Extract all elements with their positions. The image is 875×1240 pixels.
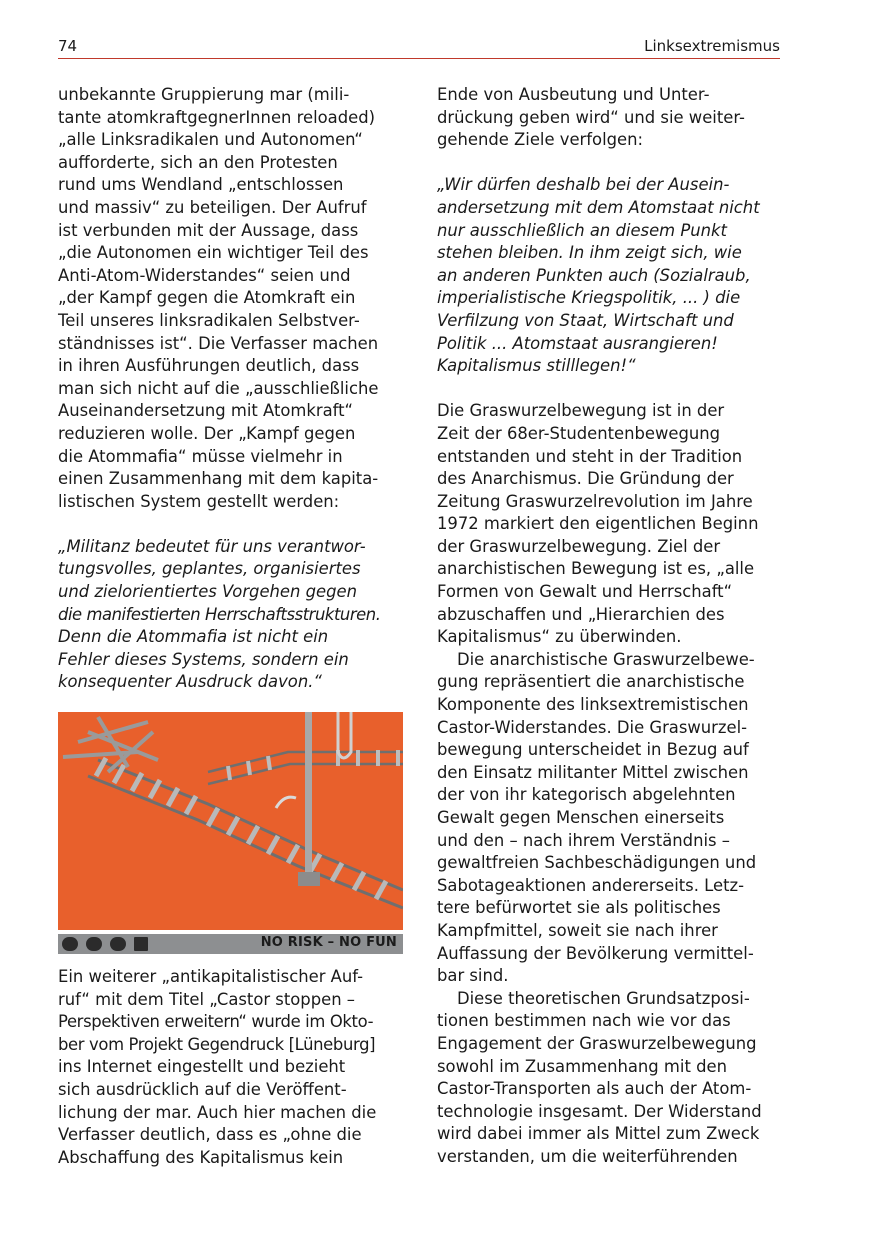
quote-line: die manifestierten Herrschaftsstrukturen. [58, 604, 381, 624]
text-line: einen Zusammenhang mit dem kapita- [58, 469, 379, 489]
flag-emblem-icon [134, 937, 148, 951]
text-line: ber vom Projekt Gegendruck [Lüneburg] [58, 1034, 376, 1054]
quote-line: andersetzung mit dem Atomstaat nicht [437, 197, 760, 217]
text-line: Formen von Gewalt und Herrschaft“ [437, 582, 733, 602]
text-line: Castor-Transporten als auch der Atom- [437, 1079, 752, 1099]
text-line: abzuschaffen und „Hierarchien des [437, 604, 725, 624]
text-line: die Atommafia“ müsse vielmehr in [58, 446, 343, 466]
text-line: tionen bestimmen nach wie vor das [437, 1011, 731, 1031]
running-head: Linksextremismus [644, 37, 780, 55]
text-line: wird dabei immer als Mittel zum Zweck [437, 1124, 760, 1144]
left-column-lower [58, 966, 403, 1169]
star-emblem-icon [86, 937, 102, 951]
emblem-icon [62, 937, 78, 951]
text-line: aufforderte, sich an den Protesten [58, 152, 338, 172]
text-line: bewegung unterscheidet in Bezug auf [437, 740, 749, 760]
text-line: Sabotageaktionen andererseits. Letz- [437, 875, 745, 895]
poster-footer-band [58, 930, 403, 954]
text-line: Castor-Widerstandes. Die Graswurzel- [437, 717, 748, 737]
poster-image [58, 712, 403, 954]
quote-line: und zielorientiertes Vorgehen gegen [58, 582, 357, 602]
text-line: Engagement der Graswurzelbewegung [437, 1033, 757, 1053]
block-quote [58, 536, 403, 694]
text-line: Zeit der 68er-Studentenbewegung [437, 423, 721, 443]
broken-railway-illustration [58, 712, 403, 930]
text-line: gung repräsentiert die anarchistische [437, 672, 745, 692]
right-column [437, 84, 782, 1169]
poster-slogan: NO RISK – NO FUN [260, 935, 397, 950]
text-line: listischen System gestellt werden: [58, 491, 340, 511]
quote-line: an anderen Punkten auch (Sozialraub, [437, 265, 751, 285]
block-quote [437, 174, 782, 377]
text-line: Zeitung Graswurzelrevolution im Jahre [437, 491, 753, 511]
text-line: Anti-Atom-Widerstandes“ seien und [58, 265, 351, 285]
body-paragraph [58, 84, 403, 513]
text-line: ruf“ mit dem Titel „Castor stoppen – [58, 989, 355, 1009]
text-line: man sich nicht auf die „ausschließliche [58, 378, 379, 398]
text-line: „der Kampf gegen die Atomkraft ein [58, 288, 356, 308]
quote-line: Verfilzung von Staat, Wirtschaft und [437, 310, 734, 330]
text-line: den Einsatz militanter Mittel zwischen [437, 762, 749, 782]
text-line: in ihren Ausführungen deutlich, dass [58, 356, 360, 376]
poster-logos [62, 936, 148, 952]
quote-line: „Wir dürfen deshalb bei der Ausein- [437, 175, 730, 195]
text-line: sich ausdrücklich auf die Veröffent- [58, 1079, 347, 1099]
text-line: Diese theoretischen Grundsatzposi- [457, 988, 750, 1008]
text-line: reduzieren wolle. Der „Kampf gegen [58, 423, 356, 443]
body-paragraph [437, 649, 782, 988]
text-line: ins Internet eingestellt und bezieht [58, 1057, 346, 1077]
quote-line: Kapitalismus stilllegen!“ [437, 356, 636, 376]
text-line: ist verbunden mit der Aussage, dass [58, 220, 359, 240]
quote-line: Fehler dieses Systems, sondern ein [58, 649, 349, 669]
text-line: sowohl im Zusammenhang mit den [437, 1056, 727, 1076]
text-line: unbekannte Gruppierung mar (mili- [58, 85, 350, 104]
text-line: Teil unseres linksradikalen Selbstver- [58, 310, 360, 330]
text-line: Die Graswurzelbewegung ist in der [437, 401, 725, 421]
railway-track [88, 758, 403, 908]
text-line: anarchistischen Bewegung ist es, „alle [437, 559, 755, 579]
left-column-upper [58, 84, 403, 694]
text-line: verstanden, um die weiterführenden [437, 1146, 738, 1166]
body-paragraph [437, 988, 782, 1169]
text-line: lichung der mar. Auch hier machen die [58, 1102, 377, 1122]
text-line: „die Autonomen ein wichtiger Teil des [58, 243, 369, 263]
text-line: Ende von Ausbeutung und Unter- [437, 85, 710, 104]
quote-line: konsequenter Ausdruck davon.“ [58, 672, 322, 692]
body-paragraph [437, 84, 782, 152]
quote-line: Denn die Atommafia ist nicht ein [58, 627, 329, 647]
text-line: Die anarchistische Graswurzelbewe- [457, 649, 755, 669]
text-line: tante atomkraftgegnerInnen reloaded) [58, 107, 375, 127]
text-line: drückung geben wird“ und sie weiter- [437, 107, 745, 127]
text-line: Auffassung der Bevölkerung vermittel- [437, 943, 754, 963]
quote-line: nur ausschließlich an diesem Punkt [437, 220, 727, 240]
text-line: „alle Linksradikalen und Autonomen“ [58, 130, 363, 150]
text-line: Kapitalismus“ zu überwinden. [437, 627, 682, 647]
quote-line: Politik ... Atomstaat ausrangieren! [437, 333, 718, 353]
text-line: 1972 markiert den eigentlichen Beginn [437, 514, 759, 534]
body-paragraph [437, 400, 782, 649]
overhead-pole [298, 712, 351, 886]
text-line: ständnisses ist“. Die Verfasser machen [58, 333, 379, 353]
quote-line: stehen bleiben. In ihm zeigt sich, wie [437, 243, 742, 263]
quote-line: tungsvolles, geplantes, organisiertes [58, 559, 361, 579]
page-number: 74 [58, 37, 78, 55]
text-line: gehende Ziele verfolgen: [437, 130, 644, 150]
text-line: der Graswurzelbewegung. Ziel der [437, 536, 721, 556]
text-line: entstanden und steht in der Tradition [437, 446, 743, 466]
text-line: bar sind. [437, 966, 509, 986]
text-line: und den – nach ihrem Verständnis – [437, 830, 730, 850]
quote-line: imperialistische Kriegspolitik, ... ) die [437, 288, 741, 308]
text-line: tere befürwortet sie als politisches [437, 898, 721, 918]
text-line: Gewalt gegen Menschen einerseits [437, 808, 725, 827]
text-line: Abschaffung des Kapitalismus kein [58, 1147, 344, 1167]
text-line: und massiv“ zu beteiligen. Der Aufruf [58, 197, 367, 217]
text-line: Kampfmittel, soweit sie nach ihrer [437, 920, 718, 940]
page-header [58, 36, 780, 59]
quote-line: „Militanz bedeutet für uns verantwor- [58, 536, 366, 556]
text-line: gewaltfreien Sachbeschädigungen und [437, 853, 757, 873]
text-line: technologie insgesamt. Der Widerstand [437, 1101, 762, 1121]
face-emblem-icon [110, 937, 126, 951]
text-line: rund ums Wendland „entschlossen [58, 175, 344, 195]
text-line: der von ihr kategorisch abgelehnten [437, 785, 736, 805]
text-line: Ein weiterer „antikapitalistischer Auf- [58, 967, 364, 986]
text-line: Verfasser deutlich, dass es „ohne die [58, 1125, 362, 1145]
text-line: Komponente des linksextremistischen [437, 695, 749, 715]
text-line: des Anarchismus. Die Gründung der [437, 469, 734, 489]
text-line: Perspektiven erweitern“ wurde im Okto- [58, 1012, 374, 1032]
text-line: Auseinandersetzung mit Atomkraft“ [58, 401, 354, 421]
